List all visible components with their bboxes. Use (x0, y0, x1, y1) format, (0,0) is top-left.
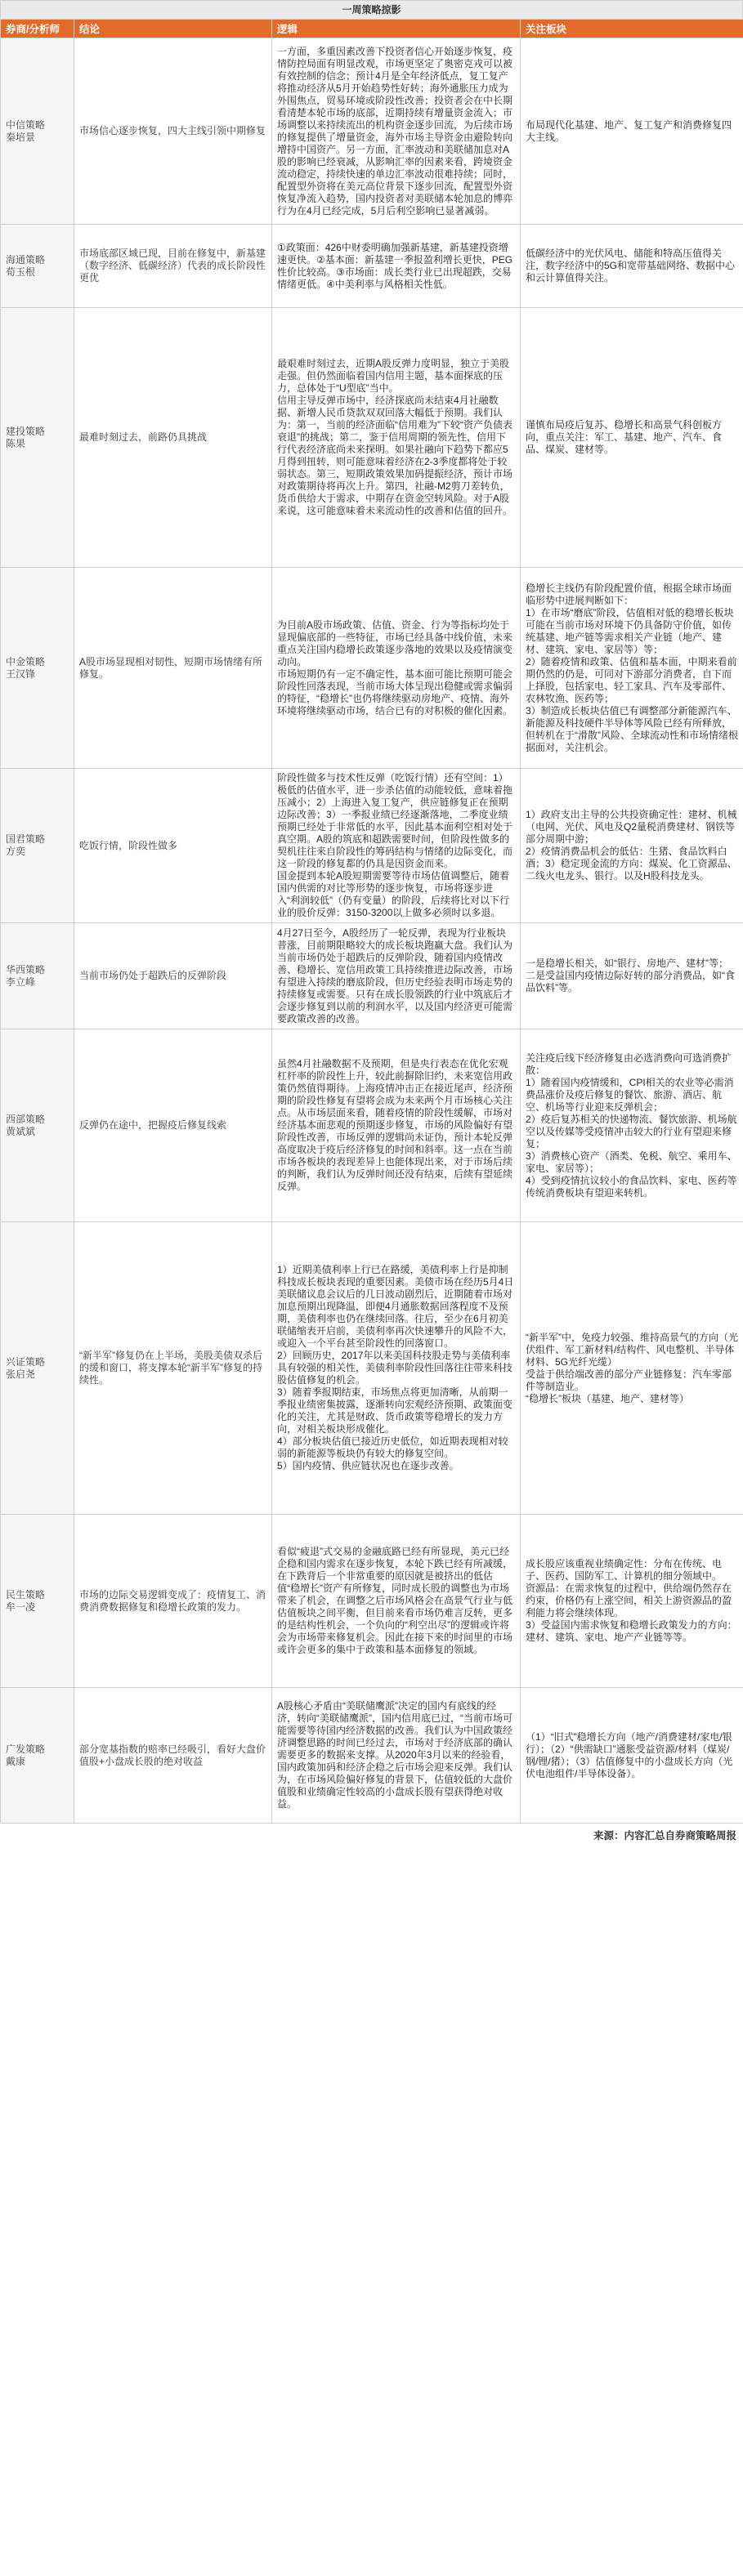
analyst-cell: 华西策略 李立峰 (1, 923, 74, 1029)
table-row (1, 769, 743, 923)
analyst-cell: 西部策略 黄斌斌 (1, 1029, 74, 1222)
logic-cell: 一方面，多重因素改善下投资者信心开始逐步恢复，疫情防控局面有明显改观，市场更坚定了奥密克戎可以被有效控制的信念；预计4月是全年经济低点，复工复产将推动经济从5月开始趋势性好转；海外通胀压力成为外围焦点，贸易环境或阶段性改善；投资者会在中长期看清楚本轮市场的底部，近期持续有增量资金流入；市场调整以来持续流出的机构资金逐步回流，为后续市场的修复提供了增量资金，海外市场主导资金由避险转向增持中国资产。另一方面，汇率波动和美联储加息对A股的影响已经衰减，从影响汇率的因素来看，跨境资金流动稳定，持续快速的单边汇率波动很难持续；同时，配置型外资将在美元高位背景下逐步回流，配置型外资恢复净流入趋势，国内投资者对美联储本轮加息的博弈行为在4月已经完成，5月后利空影响已显著减弱。 (272, 38, 521, 225)
conclusion-cell: A股市场显现相对韧性，短期市场情绪有所修复。 (74, 568, 272, 769)
conclusion-cell: 部分宽基指数的赔率已经吸引，看好大盘价值股+小盘成长股的绝对收益 (74, 1688, 272, 1824)
analyst-cell: 中金策略 王汉锋 (1, 568, 74, 769)
sectors-cell: 成长股应该重视业绩确定性：分布在传统、电子、医药、国防军工、计算机的细分领域中。 资源品：在需求恢复的过程中，供给端仍然存在约束，价格仍有上涨空间，相关上游资源品的盈利能力将会继续体现。 3）受益国内需求恢复和稳增长政策发力的方向：建材、建筑、家电、地产产业链等等。 (521, 1515, 743, 1688)
conclusion-cell: 市场信心逐步恢复，四大主线引领中期修复 (74, 38, 272, 225)
conclusion-cell: 反弹仍在途中，把握疫后修复线索 (74, 1029, 272, 1222)
conclusion-cell: 市场底部区域已现，目前在修复中，新基建（数字经济、低碳经济）代表的成长阶段性更优 (74, 225, 272, 308)
conclusion-cell: 最难时刻过去，前路仍具挑战 (74, 308, 272, 568)
table-row (1, 1688, 743, 1824)
sectors-cell: 一是稳增长相关，如“银行、房地产、建材”等； 二是受益国内疫情边际好转的部分消费品，如“食品饮料”等。 (521, 923, 743, 1029)
analyst-cell: 兴证策略 张启尧 (1, 1222, 74, 1515)
header-sectors: 关注板块 (521, 20, 743, 38)
sectors-cell: （1）“旧式”稳增长方向（地产/消费建材/家电/银行）；（2）“供需缺口”通胀受益资源/材料（煤炭/钢/锂/猪）；（3）估值修复中的小盘成长方向（光伏电池组件/半导体设备）。 (521, 1688, 743, 1824)
analyst-cell: 民生策略 牟一凌 (1, 1515, 74, 1688)
conclusion-cell: 市场的边际交易逻辑变成了：疫情复工、消费消费数据修复和稳增长政策的发力。 (74, 1515, 272, 1688)
table-header-row (1, 20, 743, 38)
logic-cell: 虽然4月社融数据不及预期，但是央行表态在优化宏观杠杆率的阶段性上升，较此前摒除旧约，未来宽信用政策仍然值得期待。上海疫情冲击正在接近尾声，经济预期的阶段性修复有望将会成为未来两个月市场核心关注点。从市场层面来看，随着疫情的阶段性缓解，市场对经济基本面悲观的预期逐步修复，市场的风险偏好有望阶段性改善，市场反弹的逻辑尚未证伪，预计本轮反弹高度取决于疫后经济修复的时间和斜率。这一点在当前市场各板块的表现差异上也能体现出来，对于市场后续的判断，我们认为反弹时间还没有结束，后续有望延续反弹。 (272, 1029, 521, 1222)
header-analyst: 券商/分析师 (1, 20, 74, 38)
sheet-title: 一周策略掠影 (0, 0, 743, 19)
table-row (1, 308, 743, 568)
source-note: 来源：内容汇总自券商策略周报 (593, 1830, 736, 1842)
sectors-cell: 1）政府支出主导的公共投资确定性：建材、机械（电网、光伏、风电及Q2量税消费建材、钢铁等部分周期中游； 2）疫情消费品机会的低估：生猪、食品饮料白酒；3）稳定现金流的方向：煤炭、化工资源品、二线火电龙头、银行。以及H股科技龙头。 (521, 769, 743, 923)
sectors-cell: 谨慎布局疫后复苏、稳增长和高景气科创板方向，重点关注：军工、基建、地产、汽车、食品、煤炭、建材等。 (521, 308, 743, 568)
header-logic: 逻辑 (272, 20, 521, 38)
table-row (1, 568, 743, 769)
conclusion-cell: 吃饭行情，阶段性做多 (74, 769, 272, 923)
analyst-cell: 国君策略 方奕 (1, 769, 74, 923)
sectors-cell: 布局现代化基建、地产、复工复产和消费修复四大主线。 (521, 38, 743, 225)
conclusion-cell: “新半军”修复仍在上半场，美股美债双杀后的缓和窗口，将支撑本轮“新半军”修复的持续性。 (74, 1222, 272, 1515)
logic-cell: 1）近期美债利率上行已在路缓，美债利率上行是抑制科技成长板块表现的重要因素。美债市场在经历5月4日美联储议息会议后的几日波动剧烈后，近期随着市场对加息预期出现降温，即便4月通胀数据回落程度不及预期，美债利率也仍在继续回落。往后，至少在6月初美联储缩表开启前，美债利率再次快速攀升的风险不大，或迎入一个平台甚至阶段性的回落窗口。 2）回顾历史，2017年以来美国科技股走势与美债利率具有较强的相关性，美债利率阶段性回落往往带来科技股估值修复的机会。 3）随着季报期结束，市场焦点将更加清晰，从前期一季报业绩密集披露，逐渐转向宏观经济预期、政策面变化的关注，尤其是财政、货币政策等稳增长的发力方向，对相关板块形成催化。 4）部分板块估值已接近历史低位，如近期表现相对较弱的新能源等板块仍有较大的修复空间。 5）国内疫情、供应链状况也在逐步改善。 (272, 1222, 521, 1515)
logic-cell: A股核心矛盾由“美联储鹰派”决定的国内有底线的经济，转向“美联储鹰派”，国内信用底已过，“当前市场可能需要等待国内经济数据的改善。我们认为中国政策经济调整思路的时间已经过去，市场对于经济底部的确认需要更多的数据来支撑。从2020年3月以来的经验看，国内政策加码和经济企稳之后市场会迎来反弹。我们认为，在市场风险偏好修复的背景下，估值较低的大盘价值股和业绩确定性较高的小盘成长股有望获得绝对收益。 (272, 1688, 521, 1824)
conclusion-cell: 当前市场仍处于超跌后的反弹阶段 (74, 923, 272, 1029)
analyst-cell: 海通策略 荀玉根 (1, 225, 74, 308)
table-row (1, 1222, 743, 1515)
sectors-cell: 稳增长主线仍有阶段配置价值，根据全球市场面临形势中进展判断如下： 1）在市场“磨底”阶段，估值相对低的稳增长板块可能在当前市场对环境下仍具备防守价值，如传统基建、地产链等需求相关产业链（地产、建材、建筑、家电、家居等）等； 2）随着疫情和政策、估值和基本面，中期来看前期仍然的仍是，可同对下游部分消费者，自下而上择股，包括家电、轻工家具、汽车及零部件、农林牧渔、医药等； 3）制造成长板块估值已有调整部分新能源汽车、新能源及科技硬件半导体等风险已经有所释放，但转机在于“滑散”风险、全球流动性和市场情绪根据面对，关注机会。 (521, 568, 743, 769)
analyst-cell: 广发策略 戴康 (1, 1688, 74, 1824)
sectors-cell: “新半军”中，免疫力较强、维持高景气的方向（光伏组件、军工新材料/结构件、风电整机、半导体材料、5G光纤光缆） 受益于供给端改善的部分产业链修复：汽车零部件等制造业。 “稳增长”板块（基建、地产、建材等） (521, 1222, 743, 1515)
table-row (1, 1029, 743, 1222)
table-row (1, 38, 743, 225)
analyst-cell: 中信策略 秦培景 (1, 38, 74, 225)
logic-cell: 4月27日至今，A股经历了一轮反弹，表现为行业板块普涨，目前期限略较大的成长板块跑赢大盘。我们认为当前市场仍处于超跌后的反弹阶段，随着国内疫情改善、稳增长、宽信用政策工具持续推进边际改善，市场有望进入持续的磨底阶段，但历史经验表明市场走势的持续修复或需要。只有在成长股领跌的行业中筑底后才会逐步修复到以前的利润水平，以及国内经济更可能需要政策改善的改善。 (272, 923, 521, 1029)
analyst-cell: 建投策略 陈果 (1, 308, 74, 568)
logic-cell: 为目前A股市场政策、估值、资金、行为等指标均处于显现偏底部的一些特征，市场已经具备中线价值，未来重点关注国内稳增长政策逐步落地的效果以及疫情演变动向。 市场短期仍有一定不确定性，基本面可能比预期可能会阶段性回落表现，当前市场大体呈现出稳健或需求偏弱的特征，“稳增长”也仍将继续驱动房地产、疫情、海外环境将继续驱动市场，结合已有的对积极的催化因素。 (272, 568, 521, 769)
table-row (1, 1515, 743, 1688)
logic-cell: ①政策面：426中财委明确加强新基建，新基建投资增速更快。②基本面：新基建一季报盈利增长更快，PEG性价比较高。③市场面：成长类行业已出现超跌，交易情绪更低。④中美利率与风格相关性低。 (272, 225, 521, 308)
logic-cell: 看似“疲退”式交易的金融底路已经有所显现，美元已经企稳和国内需求在逐步恢复，本轮下跌已经有所减缓，在下跌背后一个非常重要的原因就是被挤出的低估值“稳增长”资产有所修复，同时成长股的调整也为市场带来了机会，在调整之后市场风格会在高景气行业与低估值板块之间平衡，但目前来看市场仍难言反转，更多的是结构性机会，一个负向的“利空出尽”的逻辑或许将会为市场带来修复机会。因此在接下来的时间里的市场或许会更多的集中于政策和基本面修复的领域。 (272, 1515, 521, 1688)
sectors-cell: 低碳经济中的光伏风电、储能和特高压值得关注，数字经济中的5G和宽带基础网络、数据中心和云计算值得关注。 (521, 225, 743, 308)
header-conclusion: 结论 (74, 20, 272, 38)
strategy-table (0, 19, 743, 1824)
logic-cell: 最艰难时刻过去，近期A股反弹力度明显，独立于美股走强。但仍然面临着国内信用主题，基本面探底的压力，总体处于“U型底”当中。 信用主导反弹市场中，经济探底尚未结束4月社融数据、新增人民币贷款双双回落大幅低于预期。我们认为：第一，当前的经济面临“信用难为”下较“资产负债表衰退”的挑战；第二，鉴于信用周期的领先性，信用下行代表经济底尚未来探明。如果社融向下趋势下都应5月得到扭转，则可能意味着经济在2-3季度都将处于较弱状态。第三，短期政策效果加码提振经济，预计市场对政策期待将再次上升。第四，社融-M2剪刀差转负，货币供给大于需求，中期存在资金空转风险。对于A股来说，这可能意味着未来流动性的改善和估值的回升。 (272, 308, 521, 568)
table-row (1, 225, 743, 308)
logic-cell: 阶段性做多与技术性反弹（吃饭行情）还有空间：1）极低的估值水平，进一步杀估值的动能较低，意味着拖压减小；2）上海进入复工复产，供应链修复正在预期边际改善；3）一季报业绩已经逐渐落地，二季度业绩预期已经处于非常低的水平，因此基本面利空相对处于真空期。A股的筑底和超跌需要时间，但阶段性做多的契机往往来自阶段性的筹码结构与情绪的边际变化，而这一阶段的修复都的仍具是因资金而来。 国金提到本轮A股短期需要等待市场估值调整后，随着国内供需的对比等形势的逐步恢复，市场将逐步进入“利润较低”（仍有变量）的阶段，后续将比对以下行业的股价反弹：3150-3200以上做多必须时以多退。 (272, 769, 521, 923)
table-row (1, 923, 743, 1029)
sectors-cell: 关注疫后线下经济修复由必选消费向可选消费扩散： 1）随着国内疫情缓和，CPI相关的农业等必需消费品涨价及疫后修复的餐饮、旅游、酒店、航空、机场等行业迎来反弹机会； 2）疫后复苏相关的快递物流、餐饮旅游、机场航空以及传媒等受疫情冲击较大的行业有望迎来修复； 3）消费核心资产（酒类、免税、航空、乘用车、家电、家居等）； 4）受到疫情抗议较小的食品饮料、家电、医药等传统消费板块有望迎来转机。 (521, 1029, 743, 1222)
